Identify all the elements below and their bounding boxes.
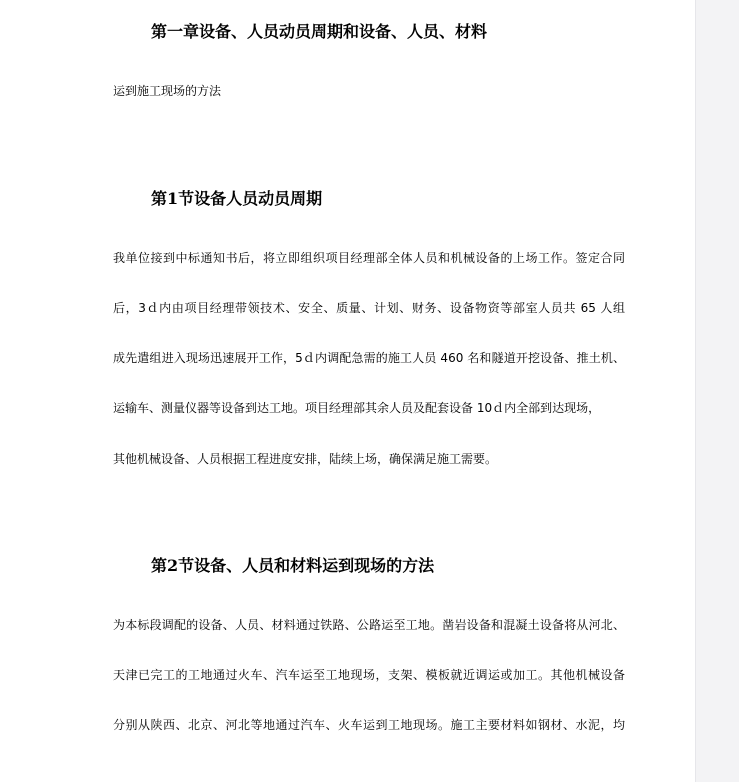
section-2-line-1: 为本标段调配的设备、人员、材料通过铁路、公路运至工地。凿岩设备和混凝土设备将从河北、 — [113, 618, 625, 632]
section-1-line-4: 运输车、测量仪器等设备到达工地。项目经理部其余人员及配套设备 10ｄ内全部到达现场， — [113, 401, 601, 415]
section-1-line-5: 其他机械设备、人员根据工程进度安排，陆续上场，确保满足施工需要。 — [113, 452, 498, 466]
section-1-line-2: 后，3ｄ内由项目经理带领技术、安全、质量、计划、财务、设备物资等部室人员共 65 人组 — [113, 301, 625, 315]
section-1-title: 第1节设备人员动员周期 — [151, 189, 323, 208]
section-2-title: 第2节设备、人员和材料运到现场的方法 — [151, 556, 435, 575]
section-1-line-1: 我单位接到中标通知书后，将立即组织项目经理部全体人员和机械设备的上场工作。签定合同 — [113, 251, 625, 265]
chapter-title: 第一章设备、人员动员周期和设备、人员、材料 — [151, 22, 488, 41]
section-2-line-3: 分别从陕西、北京、河北等地通过汽车、火车运到工地现场。施工主要材料如钢材、水泥，均 — [113, 718, 625, 732]
chapter-title-continuation: 运到施工现场的方法 — [113, 84, 222, 98]
section-1-line-3: 成先遣组进入现场迅速展开工作，5ｄ内调配急需的施工人员 460 名和隧道开挖设备、推土机、 — [113, 351, 625, 365]
section-2-line-2: 天津已完工的工地通过火车、汽车运至工地现场，支架、模板就近调运或加工。其他机械设备 — [113, 668, 625, 682]
viewer-background — [695, 0, 739, 782]
